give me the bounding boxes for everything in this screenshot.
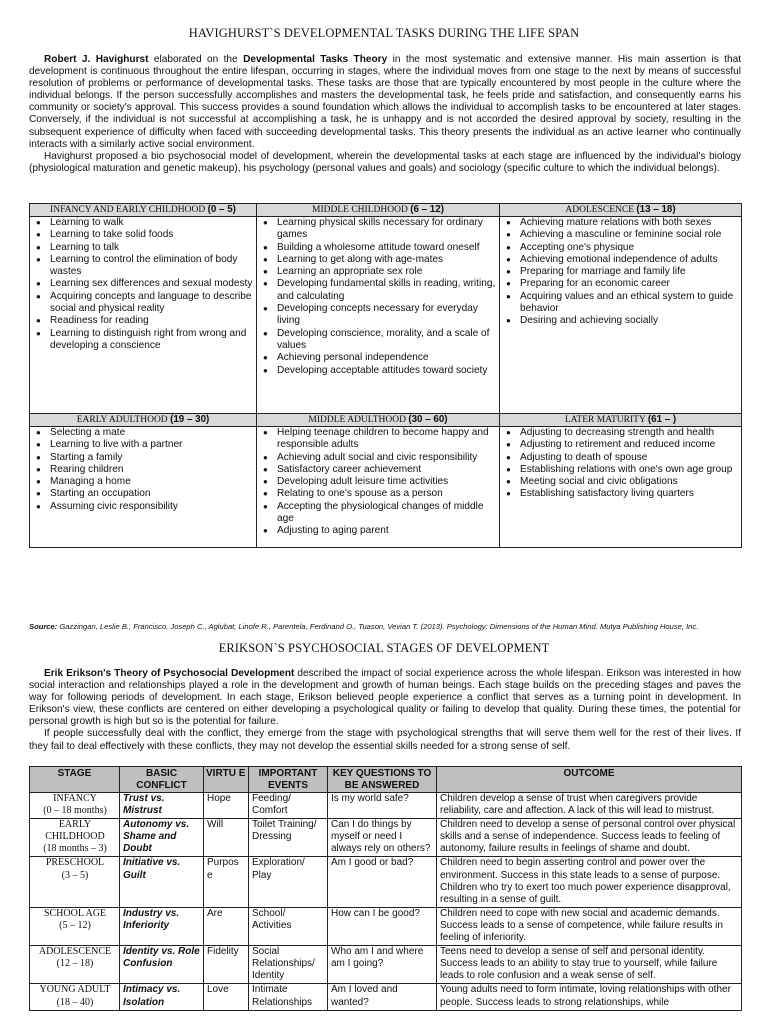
- task-item: ● Accepting one's physique: [502, 242, 741, 254]
- tasks-header-row-2: [30, 414, 742, 427]
- tasks-middle-adulthood-cell: [257, 427, 500, 548]
- task-item: ● Achieving personal independence: [259, 352, 499, 364]
- task-item: ● Developing acceptable attitudes toward society: [259, 365, 499, 377]
- stage-name: ADOLESCENCE: [38, 946, 112, 958]
- stage-age: (12 – 18): [56, 958, 94, 970]
- task-item: ● Readiness for reading: [32, 315, 256, 327]
- task-item: ● Developing concepts necessary for everyday living: [259, 303, 499, 328]
- question-cell: Who am I and where am I going?: [328, 946, 437, 984]
- conflict-cell: Industry vs. Inferiority: [120, 907, 204, 945]
- task-item: ● Managing a home: [32, 476, 256, 488]
- stages-header-row: [30, 767, 742, 793]
- developmental-tasks-table: [29, 203, 742, 548]
- erikson-text: described the impact of social experience across the whole lifespan. Erikson was interested in how social interaction and relationships played a role in the development and growth of human beings. Each stage builds on the preceding stages and paves the way for following periods of development. In each stage, Erikson believed people experience a conflict that serves as a turning point in development. In Erikson's view, these conflicts are centered on either developing a psychological quality or failing to develop that quality. During these times, the potential for personal growth is high but so is the potential for failure.: [29, 668, 741, 728]
- outcome-cell: Teens need to develop a sense of self and personal identity. Success leads to an ability to stay true to yourself, while failure leads to role confusion and a weak sense of self.: [437, 946, 742, 984]
- tasks-body-row-2: [30, 427, 742, 548]
- task-item: ● Building a wholesome attitude toward oneself: [259, 242, 499, 254]
- events-cell: Feeding/ Comfort: [249, 793, 328, 819]
- outcome-cell: Children need to cope with new social and academic demands. Success leads to a sense of competence, while failure results in feeling of inferiority.: [437, 907, 742, 945]
- tasks-infancy-cell: [30, 217, 257, 414]
- col-virtue: VIRTU E: [204, 767, 249, 793]
- outcome-cell: Young adults need to form intimate, loving relationships with other people. Success leads to strong relationships, while: [437, 984, 742, 1010]
- stage-cell: [30, 946, 120, 984]
- question-cell: Can I do things by myself or need I always rely on others?: [328, 819, 437, 857]
- header-later-maturity: LATER MATURITY (61 – ): [500, 414, 742, 427]
- erikson-theory-name: Erik Erikson's Theory of Psychosocial Development: [44, 668, 295, 679]
- header-middle-adulthood: MIDDLE ADULTHOOD (30 – 60): [257, 414, 500, 427]
- question-cell: Am I good or bad?: [328, 857, 437, 907]
- task-item: ● Learning to walk: [32, 217, 256, 229]
- task-item: ● Learning physical skills necessary for ordinary games: [259, 217, 499, 242]
- stage-row: [30, 946, 742, 984]
- task-item: ● Preparing for marriage and family life: [502, 266, 741, 278]
- tasks-header-row-1: [30, 204, 742, 217]
- col-outcome: OUTCOME: [437, 767, 742, 793]
- task-item: ● Learning to talk: [32, 242, 256, 254]
- task-item: ● Learning to control the elimination of body wastes: [32, 254, 256, 279]
- virtue-cell: Are: [204, 907, 249, 945]
- intro-text-rest: in the most systematic and extensive manner. His main assertion is that development is continuous throughout the entire lifespan, occurring in stages, where the individual moves from one stage to the next by means of successful resolution of problems or performance of developmental tasks. These tasks are those that are typically encountered by most people in the culture where the individual belongs. If the person successfully accomplishes and masters the developmental task, he feels pride and satisfaction, and consequently earns his community or society's approval. This success provides a sound foundation which allows the individual to accomplish tasks to be encountered at later stages. Conversely, if the individual is not successful at accomplishing a task, he is unhappy and is not accorded the desired approval by society, resulting in the subsequent experience of difficulty when faced with succeeding developmental tasks. This theory presents the individual as an active learner who continually interacts with a similarly active social environment.: [29, 54, 741, 150]
- task-item: ● Achieving emotional independence of adults: [502, 254, 741, 266]
- havighurst-intro: [29, 54, 741, 175]
- task-item: ● Satisfactory career achievement: [259, 464, 499, 476]
- virtue-cell: Purpos e: [204, 857, 249, 907]
- question-cell: How can I be good?: [328, 907, 437, 945]
- stage-row: [30, 857, 742, 907]
- source-citation: Source: Gazzingan, Leslie B., Francisco, Joseph C., Aglubat, Linofe R., Parentela, Ferdinand O., Tuason, Vevian T. (2013). Psychology: Dimensions of the Human Mind. Mutya Publishing House, Inc.: [29, 622, 699, 631]
- erikson-intro: [29, 668, 741, 753]
- stage-name: SCHOOL AGE: [43, 907, 107, 919]
- intro-paragraph-1: [29, 54, 741, 151]
- virtue-cell: Hope: [204, 793, 249, 819]
- events-cell: School/ Activities: [249, 907, 328, 945]
- tasks-body-row-1: [30, 217, 742, 414]
- author-name: Robert J. Havighurst: [44, 54, 149, 65]
- task-item: ● Learning to live with a partner: [32, 439, 256, 451]
- task-item: ● Achieving mature relations with both sexes: [502, 217, 741, 229]
- events-cell: Toilet Training/ Dressing: [249, 819, 328, 857]
- conflict-cell: Autonomy vs. Shame and Doubt: [120, 819, 204, 857]
- task-item: ● Desiring and achieving socially: [502, 315, 741, 327]
- tasks-middle-childhood-cell: [257, 217, 500, 414]
- task-item: ● Adjusting to decreasing strength and health: [502, 427, 741, 439]
- outcome-cell: Children develop a sense of trust when caregivers provide reliability, care and affection. A lack of this will lead to mistrust.: [437, 793, 742, 819]
- stage-age: (3 – 5): [61, 869, 89, 881]
- stage-cell: [30, 793, 120, 819]
- question-cell: Is my world safe?: [328, 793, 437, 819]
- outcome-cell: Children need to develop a sense of personal control over physical skills and a sense of independence. Success leads to feeling of autonomy, failure results in feelings of shame and doubt.: [437, 819, 742, 857]
- stage-cell: [30, 857, 120, 907]
- events-cell: Social Relationships/ Identity: [249, 946, 328, 984]
- task-item: ● Learning to take solid foods: [32, 229, 256, 241]
- intro-paragraph-2: Havighurst proposed a bio psychosocial model of development, wherein the developmental tasks at each stage are influenced by the individual's biology (physiological maturation and genetic makeup), his psychology (personal values and goals) and sociology (specific culture to which the individual belongs).: [29, 150, 741, 174]
- erikson-paragraph-2: If people successfully deal with the conflict, they emerge from the stage with psychological strengths that will serve them well for the rest of their lives. If they fail to deal effectively with these conflicts, they may not develop the essential skills needed for a strong sense of self.: [29, 728, 741, 752]
- tasks-early-adulthood-cell: [30, 427, 257, 548]
- stage-name: YOUNG ADULT: [39, 984, 111, 996]
- stage-age: (5 – 12): [59, 919, 91, 931]
- tasks-later-maturity-cell: [500, 427, 742, 548]
- header-middle-childhood: MIDDLE CHILDHOOD (6 – 12): [257, 204, 500, 217]
- erikson-title: ERIKSON`S PSYCHOSOCIAL STAGES OF DEVELOPMENT: [218, 641, 550, 655]
- col-stage: STAGE: [30, 767, 120, 793]
- task-item: ● Adjusting to retirement and reduced income: [502, 439, 741, 451]
- events-cell: Exploration/ Play: [249, 857, 328, 907]
- erikson-paragraph-1: [29, 668, 741, 728]
- stage-age: (0 – 18 months): [43, 805, 107, 817]
- task-item: ● Developing fundamental skills in reading, writing, and calculating: [259, 278, 499, 303]
- stage-row: [30, 984, 742, 1010]
- havighurst-title: HAVIGHURST`S DEVELOPMENTAL TASKS DURING THE LIFE SPAN: [188, 26, 580, 40]
- stage-cell: [30, 984, 120, 1010]
- task-item: ● Rearing children: [32, 464, 256, 476]
- task-item: ● Starting a family: [32, 452, 256, 464]
- task-item: ● Assuming civic responsibility: [32, 501, 256, 513]
- stage-age: (18 months – 3): [43, 843, 107, 855]
- stage-age: (18 – 40): [56, 996, 94, 1008]
- task-item: ● Learning to get along with age-mates: [259, 254, 499, 266]
- col-important-events: IMPORTANT EVENTS: [249, 767, 328, 793]
- virtue-cell: Love: [204, 984, 249, 1010]
- col-basic-conflict: BASIC CONFLICT: [120, 767, 204, 793]
- task-item: ● Selecting a mate: [32, 427, 256, 439]
- col-key-questions: KEY QUESTIONS TO BE ANSWERED: [328, 767, 437, 793]
- header-early-adulthood: EARLY ADULTHOOD (19 – 30): [30, 414, 257, 427]
- tasks-adolescence-cell: [500, 217, 742, 414]
- header-adolescence: ADOLESCENCE (13 – 18): [500, 204, 742, 217]
- erikson-stages-table: [29, 766, 742, 1011]
- task-item: ● Acquiring values and an ethical system to guide behavior: [502, 291, 741, 316]
- task-item: ● Establishing relations with one's own age group: [502, 464, 741, 476]
- conflict-cell: Trust vs. Mistrust: [120, 793, 204, 819]
- intro-text: elaborated on the: [148, 54, 244, 65]
- task-item: ● Preparing for an economic career: [502, 278, 741, 290]
- task-item: ● Learning to distinguish right from wrong and developing a conscience: [32, 328, 256, 353]
- stage-name: INFANCY: [53, 793, 97, 804]
- virtue-cell: Fidelity: [204, 946, 249, 984]
- virtue-cell: Will: [204, 819, 249, 857]
- outcome-cell: Children need to begin asserting control and power over the environment. Success in this state leads to a sense of purpose. Children who try to exert too much power experience disapproval, resulting in a sense of guilt.: [437, 857, 742, 907]
- conflict-cell: Intimacy vs. Isolation: [120, 984, 204, 1010]
- question-cell: Am I loved and wanted?: [328, 984, 437, 1010]
- stage-row: [30, 819, 742, 857]
- task-item: ● Learning an appropriate sex role: [259, 266, 499, 278]
- task-item: ● Adjusting to aging parent: [259, 525, 499, 537]
- task-item: ● Starting an occupation: [32, 488, 256, 500]
- stage-cell: [30, 907, 120, 945]
- task-item: ● Acquiring concepts and language to describe social and physical reality: [32, 291, 256, 316]
- task-item: ● Accepting the physiological changes of middle age: [259, 501, 499, 526]
- stage-name: EARLY CHILDHOOD: [45, 819, 105, 843]
- header-infancy: INFANCY AND EARLY CHILDHOOD (0 – 5): [30, 204, 257, 217]
- stage-name: PRESCHOOL: [45, 857, 105, 869]
- task-item: ● Developing conscience, morality, and a scale of values: [259, 328, 499, 353]
- task-item: ● Adjusting to death of spouse: [502, 452, 741, 464]
- conflict-cell: Identity vs. Role Confusion: [120, 946, 204, 984]
- task-item: ● Achieving a masculine or feminine social role: [502, 229, 741, 241]
- stage-row: [30, 907, 742, 945]
- conflict-cell: Initiative vs. Guilt: [120, 857, 204, 907]
- task-item: ● Meeting social and civic obligations: [502, 476, 741, 488]
- theory-name: Developmental Tasks Theory: [243, 54, 388, 65]
- stage-cell: [30, 819, 120, 857]
- task-item: ● Learning sex differences and sexual modesty: [32, 278, 256, 290]
- task-item: ● Establishing satisfactory living quarters: [502, 488, 741, 500]
- stage-row: [30, 793, 742, 819]
- task-item: ● Relating to one's spouse as a person: [259, 488, 499, 500]
- task-item: ● Achieving adult social and civic responsibility: [259, 452, 499, 464]
- task-item: ● Helping teenage children to become happy and responsible adults: [259, 427, 499, 452]
- task-item: ● Developing adult leisure time activities: [259, 476, 499, 488]
- events-cell: Intimate Relationships: [249, 984, 328, 1010]
